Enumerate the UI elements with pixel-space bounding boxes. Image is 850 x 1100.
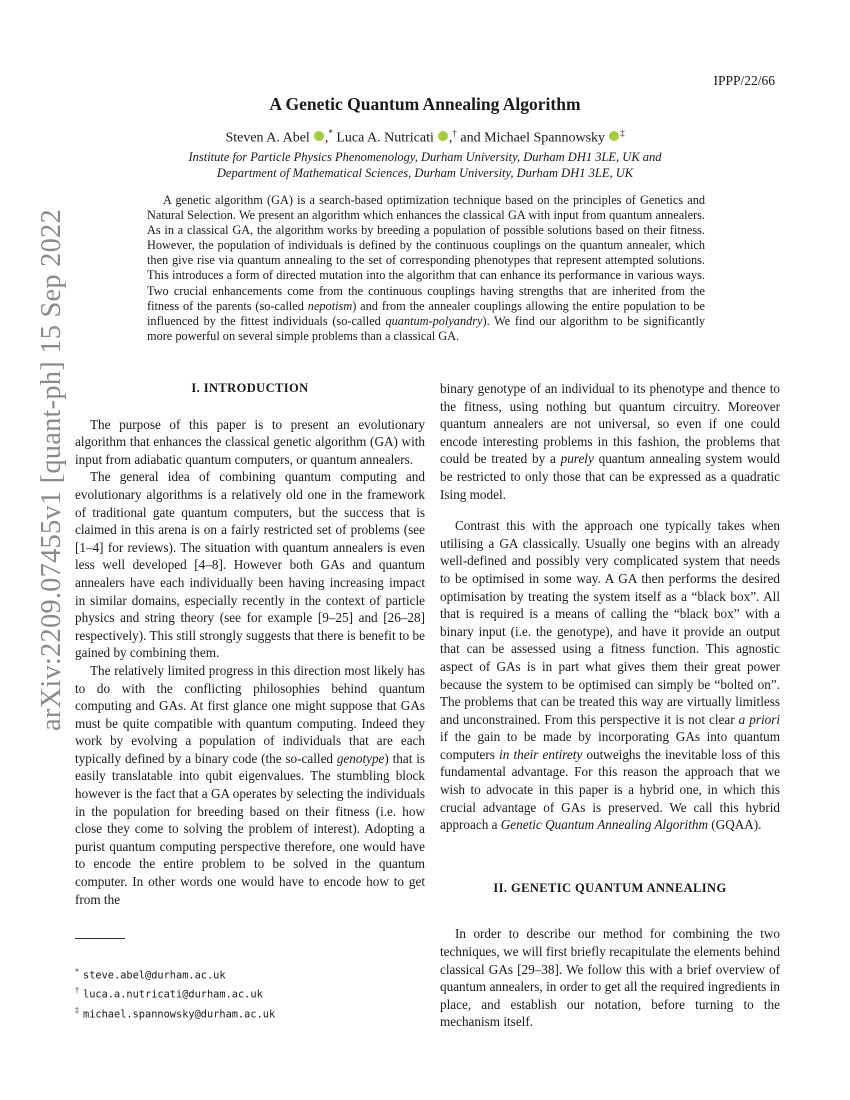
footnote-mark: ‡	[75, 1005, 79, 1015]
footnote-mark: †	[75, 986, 79, 996]
paragraph: The general idea of combining quantum computing and evolutionary algorithms is a relatively old one in the framework of traditional gate quantum computers, but the success that is claimed in this arena is on a fairly restricted set of problems (see [1–4] for reviews). The situation with quantum annealers is even less well developed [4–8]. However both GAs and quantum annealers have each individually been having increasing impact in similar domains, especially recently in the context of particle physics and string theory (see for example [9–25] and [26–28] respectively). This still strongly suggests that there is benefit to be gained by combining them.	[75, 469, 425, 661]
paragraph-text: outweighs the inevitable loss of this fundamental advantage. For this reason the approach that we wish to advocate in this paper is a hybrid one, in which this crucial advantage of GAs is preserved. We call this hybrid approach a	[440, 746, 781, 833]
left-column	[75, 380, 425, 908]
section-heading-introduction: I. INTRODUCTION	[191, 381, 309, 395]
paragraph-emphasis: Genetic Quantum Annealing Algorithm	[500, 817, 708, 833]
abstract	[147, 193, 705, 344]
footnote	[75, 964, 275, 983]
paragraph: The purpose of this paper is to present an evolutionary algorithm that enhances the classical genetic algorithm (GA) with input from adiabatic quantum computers, or quantum annealers.	[75, 416, 425, 467]
footnote-divider	[75, 938, 125, 939]
footnote-email[interactable]: luca.a.nutricati@durham.ac.uk	[83, 988, 263, 1001]
right-column	[440, 380, 780, 1031]
footnote	[75, 1003, 275, 1022]
footnote-marker: †	[452, 128, 457, 138]
footnote-marker: *	[328, 128, 333, 138]
affiliations	[0, 150, 850, 181]
paragraph-text: ) that is easily translatable into qubit eigenvalues. The stumbling block however is the fact that a GA operates by selecting the individuals in the population for breeding based on their fitness (i.e. how close they come to solving the problem of interest). Adopting a purist quantum computing perspective therefore, one would have to encode the entire problem to be solved in the quantum computer. In other words one would have to encode how to get from the	[75, 750, 425, 907]
footnote-mark: *	[75, 967, 79, 976]
paragraph-emphasis: genotype	[336, 750, 385, 766]
abstract-emphasis: quantum-polyandry	[385, 313, 483, 328]
author-list: Steven A. Abel ,* Luca A. Nutricati ,† and Michael Spannowsky ‡	[225, 128, 625, 146]
paragraph: In order to describe our method for combining the two techniques, we will first briefly recapitulate the elements behind classical GAs [29–38]. We follow this with a brief overview of quantum annealers, in order to get all the required ingredients in place, and establish our notation, before turning to the mechanism itself.	[440, 926, 780, 1030]
paragraph-text: Contrast this with the approach one typically takes when utilising a GA classically. Usually one begins with an already well-defined and possibly very complicated system that needs to be optimised in some way. A GA then performs the desired optimisation by treating the system itself as a “black box”. All that is required is a means of calling the “black box” with a binary input (i.e. the genotype), and have it provide an output that can be assessed using a fitness function. This agnostic aspect of GAs is in part what gives them their great power because the system to be optimised can simply be “bolted on”. The problems that can be treated this way are virtually limitless and unconstrained. From this perspective it is not clear	[440, 518, 780, 727]
orcid-icon[interactable]	[609, 131, 619, 141]
author-name: Luca A. Nutricati	[336, 130, 434, 146]
abstract-text: ) and from the annealer couplings allowing the entire population to be influenced by the fittest individuals (so-called	[147, 298, 705, 328]
paragraph-text: quantum annealing system would be restricted to only those that can be expressed as a quadratic Ising model.	[440, 451, 780, 502]
author-name: Steven A. Abel	[225, 130, 310, 146]
paper-title: A Genetic Quantum Annealing Algorithm	[269, 94, 581, 114]
footnote-email[interactable]: steve.abel@durham.ac.uk	[83, 969, 226, 982]
section-heading-genetic-quantum-annealing: II. GENETIC QUANTUM ANNEALING	[493, 880, 727, 895]
paragraph-text: (GQAA).	[707, 817, 762, 833]
abstract-text: A genetic algorithm (GA) is a search-based optimization technique based on the principles of Genetics and Natural Selection. We present an algorithm which enhances the classical GA with input from quantum annealers. As in a classical GA, the algorithm works by breeding a population of possible solutions based on their fitness. However, the population of individuals is defined by the continuous couplings on the quantum annealer, which then give rise via quantum annealing to the set of corresponding phenotypes that represent attempted solutions. This introduces a form of directed mutation into the algorithm that can enhance its performance in various ways. Two crucial enhancements come from the continuous couplings having strengths that are inherited from the fitness of the parents (so-called	[147, 193, 705, 313]
orcid-icon[interactable]	[314, 131, 324, 141]
arxiv-stamp-text: arXiv:2209.07455v1 [quant-ph] 15 Sep 2022	[36, 209, 67, 731]
abstract-text: ). We find our algorithm to be significantly more powerful on several simple problems than a classical GA.	[147, 313, 706, 343]
author-joiner: and	[460, 130, 481, 146]
affiliation-line: Institute for Particle Physics Phenomenology, Durham University, Durham DH1 3LE, UK and	[188, 150, 662, 164]
affiliation-line: Department of Mathematical Sciences, Durham University, Durham DH1 3LE, UK	[216, 165, 634, 180]
paragraph-text: binary genotype of an individual to its phenotype and thence to the fitness, using nothing but quantum circuitry. Moreover quantum annealers are not universal, so even if one could encode interesting problems in this fashion, the problems that could be treated by a	[440, 381, 780, 467]
paragraph	[440, 380, 780, 503]
paragraph-text: if the gain to be made by incorporating GAs into quantum computers	[440, 729, 780, 762]
author-name: Michael Spannowsky	[484, 130, 606, 146]
paragraph-text: The relatively limited progress in this direction most likely has to do with the conflicting philosophies behind quantum computing and GAs. At first glance one might suppose that GAs must be quite compatible with quantum computing. Indeed they work by evolving a population of individuals that are each typically defined by a binary code (the so-called	[75, 662, 425, 766]
paragraph	[440, 517, 780, 834]
footnote-marker: ‡	[620, 128, 625, 138]
orcid-icon[interactable]	[438, 131, 448, 141]
paragraph	[75, 662, 425, 908]
paragraph-emphasis: purely	[560, 451, 594, 467]
footnotes	[75, 964, 275, 1022]
paragraph-emphasis: a priori	[738, 711, 781, 727]
footnote	[75, 983, 275, 1002]
footnote-email[interactable]: michael.spannowsky@durham.ac.uk	[83, 1008, 276, 1021]
report-number: IPPP/22/66	[713, 73, 775, 88]
paragraph-emphasis: in their entirety	[499, 746, 583, 762]
abstract-emphasis: nepotism	[307, 298, 353, 313]
